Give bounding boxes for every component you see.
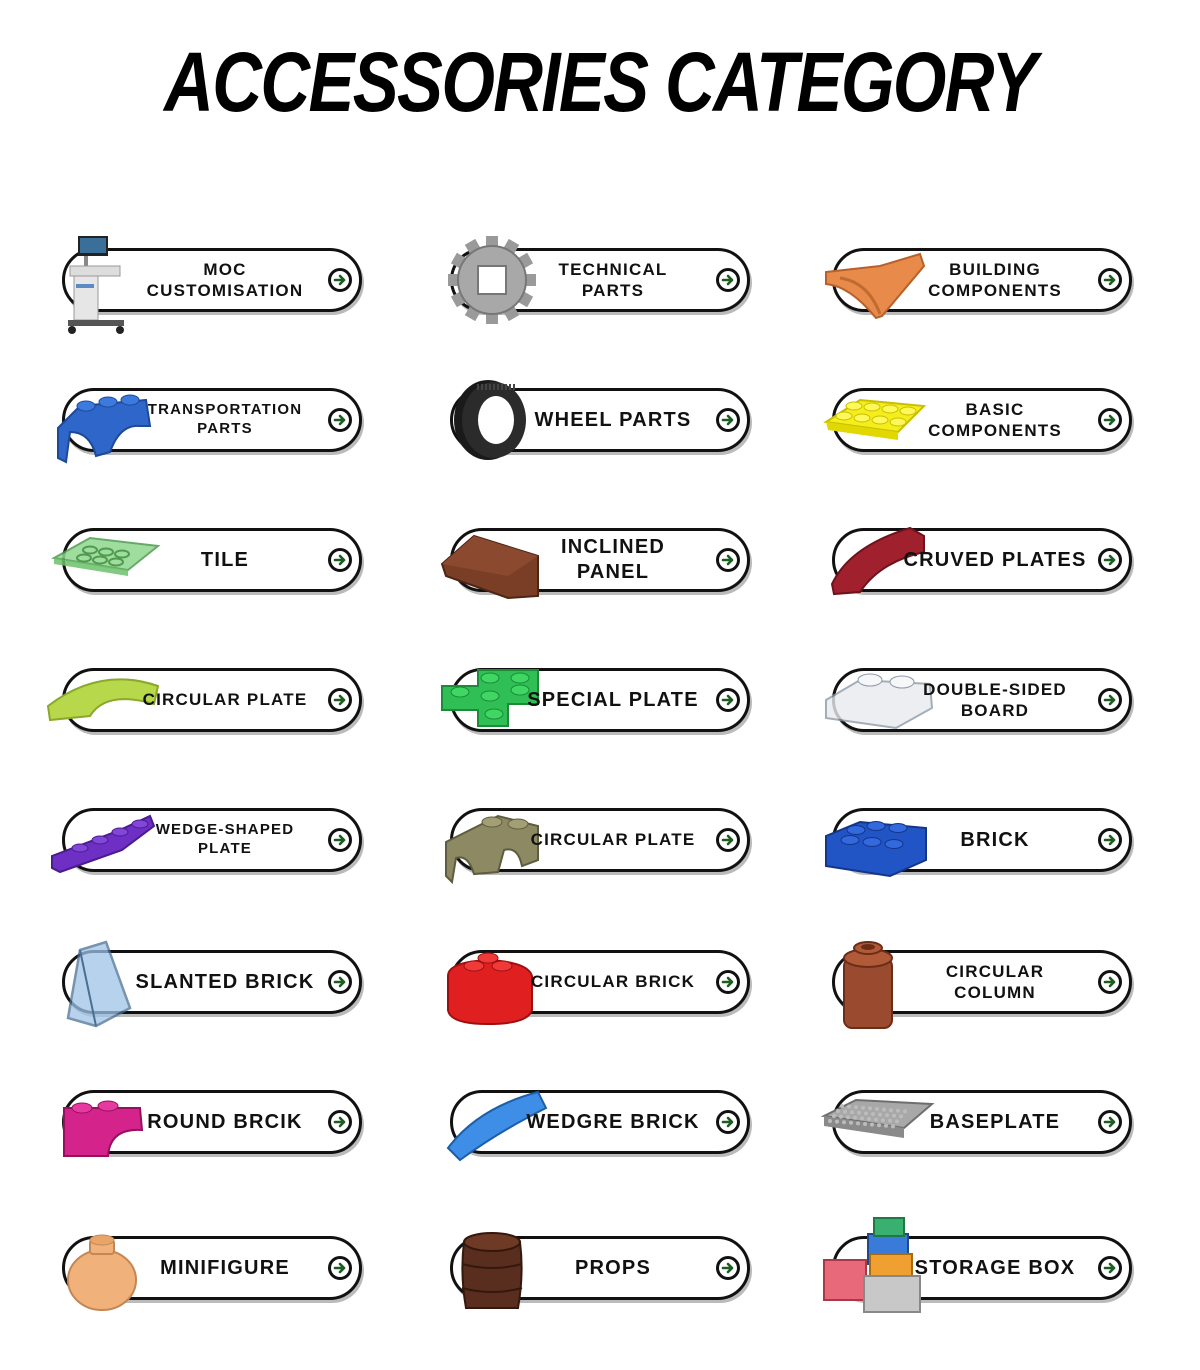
- arrow-right-icon[interactable]: [1098, 268, 1122, 292]
- category-card-tile[interactable]: [62, 528, 362, 592]
- category-label: CRUVED PLATES: [903, 548, 1087, 571]
- category-label: PROPS: [574, 1256, 652, 1279]
- arrow-right-icon[interactable]: [1098, 1110, 1122, 1134]
- category-card-circular-plate[interactable]: [450, 808, 750, 872]
- page-title: ACCESSORIES CATEGORY: [164, 35, 1036, 129]
- arrow-right-icon[interactable]: [328, 688, 352, 712]
- category-label: BRICK: [960, 828, 1030, 851]
- category-card-cruved-plates[interactable]: [832, 528, 1132, 592]
- arrow-right-icon[interactable]: [716, 688, 740, 712]
- category-label: TECHNICAL PARTS: [558, 259, 668, 300]
- category-label: CIRCULAR BRICK: [530, 972, 696, 992]
- arrow-right-icon[interactable]: [716, 828, 740, 852]
- category-card-slanted-brick[interactable]: [62, 950, 362, 1014]
- category-card-baseplate[interactable]: [832, 1090, 1132, 1154]
- arrow-right-icon[interactable]: [716, 548, 740, 572]
- category-card-transportation-parts[interactable]: [62, 388, 362, 452]
- arrow-right-icon[interactable]: [1098, 688, 1122, 712]
- arrow-right-icon[interactable]: [328, 828, 352, 852]
- category-card-basic-components[interactable]: [832, 388, 1132, 452]
- category-card-circular-brick[interactable]: [450, 950, 750, 1014]
- category-card-wedgre-brick[interactable]: [450, 1090, 750, 1154]
- arrow-right-icon[interactable]: [328, 268, 352, 292]
- arrow-right-icon[interactable]: [328, 1256, 352, 1280]
- arrow-right-icon[interactable]: [328, 408, 352, 432]
- category-label: DOUBLE-SIDED BOARD: [923, 679, 1067, 720]
- arrow-right-icon[interactable]: [1098, 970, 1122, 994]
- category-card-technical-parts[interactable]: [450, 248, 750, 312]
- arrow-right-icon[interactable]: [716, 268, 740, 292]
- category-label: STORAGE BOX: [914, 1256, 1076, 1279]
- arrow-right-icon[interactable]: [716, 970, 740, 994]
- arrow-right-icon[interactable]: [1098, 408, 1122, 432]
- category-card-minifigure[interactable]: [62, 1236, 362, 1300]
- category-label: MOC CUSTOMISATION: [146, 259, 304, 300]
- category-card-storage-box[interactable]: [832, 1236, 1132, 1300]
- arrow-right-icon[interactable]: [716, 1110, 740, 1134]
- category-card-brick[interactable]: [832, 808, 1132, 872]
- category-label: INCLINED PANEL: [560, 536, 666, 583]
- category-label: CIRCULAR COLUMN: [945, 961, 1045, 1002]
- category-card-wedge-shaped-plate[interactable]: [62, 808, 362, 872]
- category-card-inclined-panel[interactable]: [450, 528, 750, 592]
- arrow-right-icon[interactable]: [1098, 1256, 1122, 1280]
- category-label: TRANSPORTATION PARTS: [147, 401, 303, 437]
- category-label: BASIC COMPONENTS: [928, 399, 1062, 440]
- category-label: WEDGE-SHAPED PLATE: [155, 821, 295, 857]
- category-label: ROUND BRCIK: [147, 1110, 303, 1133]
- category-card-props[interactable]: [450, 1236, 750, 1300]
- category-card-circular-column[interactable]: [832, 950, 1132, 1014]
- category-label: BASEPLATE: [929, 1110, 1061, 1133]
- category-card-wheel-parts[interactable]: [450, 388, 750, 452]
- category-label: SLANTED BRICK: [135, 970, 315, 993]
- arrow-right-icon[interactable]: [328, 970, 352, 994]
- category-card-special-plate[interactable]: [450, 668, 750, 732]
- arrow-right-icon[interactable]: [328, 548, 352, 572]
- arrow-right-icon[interactable]: [716, 1256, 740, 1280]
- category-label: CIRCULAR PLATE: [142, 690, 308, 710]
- arrow-right-icon[interactable]: [328, 1110, 352, 1134]
- category-label: SPECIAL PLATE: [527, 688, 699, 711]
- arrow-right-icon[interactable]: [1098, 828, 1122, 852]
- category-card-building-components[interactable]: [832, 248, 1132, 312]
- category-card-double-sided-board[interactable]: [832, 668, 1132, 732]
- arrow-right-icon[interactable]: [716, 408, 740, 432]
- category-label: MINIFIGURE: [160, 1256, 290, 1279]
- category-label: WEDGRE BRICK: [526, 1110, 700, 1133]
- category-card-circular-plate[interactable]: [62, 668, 362, 732]
- category-label: WHEEL PARTS: [534, 408, 692, 431]
- category-label: BUILDING COMPONENTS: [928, 259, 1062, 300]
- category-label: CIRCULAR PLATE: [530, 830, 696, 850]
- category-label: TILE: [200, 548, 250, 571]
- category-card-moc-customisation[interactable]: [62, 248, 362, 312]
- category-card-round-brcik[interactable]: [62, 1090, 362, 1154]
- arrow-right-icon[interactable]: [1098, 548, 1122, 572]
